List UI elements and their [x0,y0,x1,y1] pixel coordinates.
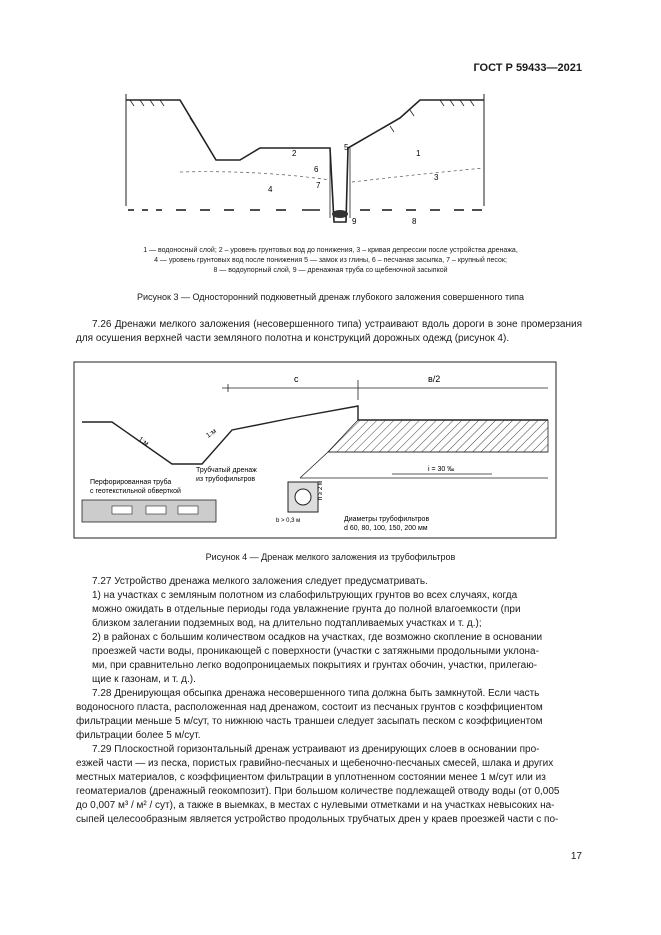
dim-b2: в/2 [428,374,441,384]
legend-line: 1 — водоносный слой; 2 – уровень грунтовых вод до понижения, 3 – кривая депрессии после устройства дренажа, [143,247,518,254]
tube-label-2: из трубофильтров [196,476,256,483]
svg-text:7: 7 [316,181,321,190]
paragraph-line: 7.28 Дренирующая обсыпка дренажа несовершенного типа должна быть замкнутой. Если часть [92,688,540,699]
paragraph-line: фильтрации более 5 м/сут. [76,730,201,741]
paragraph-line: сыпей целесообразным является устройство продольных трубчатых дрен у краев проезжей части с по- [76,814,559,825]
height-label: h ≥ 2 м [318,480,324,500]
paragraph-line: местных материалов, с коэффициентом фильтрации в уплотненном состоянии менее 1 м/сут или из [76,772,546,783]
figure-4-drawing [72,360,558,540]
paragraph-7-29 [76,743,582,827]
paragraph-7-26 [76,318,582,346]
paragraph-line: проезжей части воды, проникающей с поверхности (участки с затяжными продольными уклона- [92,646,539,657]
svg-text:8: 8 [412,217,417,226]
slope-label-2: 1:м [205,427,218,440]
paragraph-line: геоматериалов (дренажный геокомпозит). При большом количестве подлежащей отводу воды (от 0,005 [76,786,560,797]
figure-3-legend [0,246,661,276]
diam-values: d 60, 80, 100, 150, 200 мм [344,525,428,532]
svg-text:2: 2 [292,149,297,158]
figure-4-caption: Рисунок 4 — Дренаж мелкого заложения из трубофильтров [205,552,456,562]
paragraph-line: ми, при сравнительно легко водопроницаемых покрытиях и грунтах обочин, участки, прилегаю- [92,660,538,671]
slope-label-1: 1:м [136,435,150,448]
paragraph-line: 1) на участках с земляным полотном из слабофильтрующих грунтов во всех случаях, когда [92,590,518,601]
paragraph-line: водоносного пласта, расположенная над дренажом, состоит из песчаных грунтов с коэффициентом [76,702,543,713]
svg-text:9: 9 [352,217,357,226]
legend-line: 8 — водоупорный слой, 9 — дренажная труба со щебеночной засыпкой [213,267,448,274]
perf-label-1: Перфорированная труба [90,479,172,486]
paragraph-line: езжей части — из песка, пористых гравийно-песчаных и щебеночно-песчаных смесей, шлака и других [76,758,554,769]
page-number: 17 [570,851,582,862]
paragraph-line: 7.29 Плоскостной горизонтальный дренаж устраивают из дренирующих слоев в основании про- [92,744,540,755]
paragraph-line: щие к газонам, и т. д.). [92,674,196,685]
svg-text:5: 5 [344,143,349,152]
dim-c: с [294,374,299,384]
tube-label-1: Трубчатый дренаж [196,467,257,474]
gradient-label: i = 30 ‰ [428,466,455,473]
svg-text:1: 1 [416,149,421,158]
width-label: b > 0,3 м [276,518,301,524]
perf-label-2: с геотекстильной обверткой [90,488,181,495]
paragraph-line: 7.27 Устройство дренажа мелкого заложения следует предусматривать. [92,576,428,587]
paragraph-line: 2) в районах с большим количеством осадков на участках, где возможно скопление в основании [92,632,543,643]
figure-3-caption: Рисунок 3 — Односторонний подкюветный дренаж глубокого заложения совершенного типа [137,292,524,302]
legend-line: 4 — уровень грунтовых вод после понижения 5 — замок из глины, 6 – песчаная засыпка, 7 – крупный песок; [154,257,507,264]
paragraph-line: близком залегании подземных вод, на длительно подтапливаемых участках и т. д.); [92,618,482,629]
svg-text:6: 6 [314,165,319,174]
svg-text:3: 3 [434,173,439,182]
paragraph-line: до 0,007 м³ / м² / сут), а также в выемках, в местах с нулевыми отметками и на участках невысоких на- [76,800,555,811]
paragraph-7-27 [76,575,582,687]
paragraph-line: можно ожидать в отдельные периоды года увлажнение грунта до полной влагоемкости (при [92,604,521,615]
figure-3-drawing [120,88,490,238]
paragraph-text: 7.26 Дренажи мелкого заложения (несовершенного типа) устраивают вдоль дороги в зоне промерзания для осушения верхней части земляного полотна и конструкций дорожных одежд (рисунок 4). [76,319,582,344]
standard-header: ГОСТ Р 59433—2021 [473,62,582,74]
diam-title: Диаметры трубофильтров [344,516,430,523]
paragraph-line: фильтрации меньше 5 м/сут, то нижнюю часть траншеи следует засыпать песком с коэффициентом [76,716,543,727]
paragraph-7-28 [76,687,582,743]
svg-text:4: 4 [268,185,273,194]
